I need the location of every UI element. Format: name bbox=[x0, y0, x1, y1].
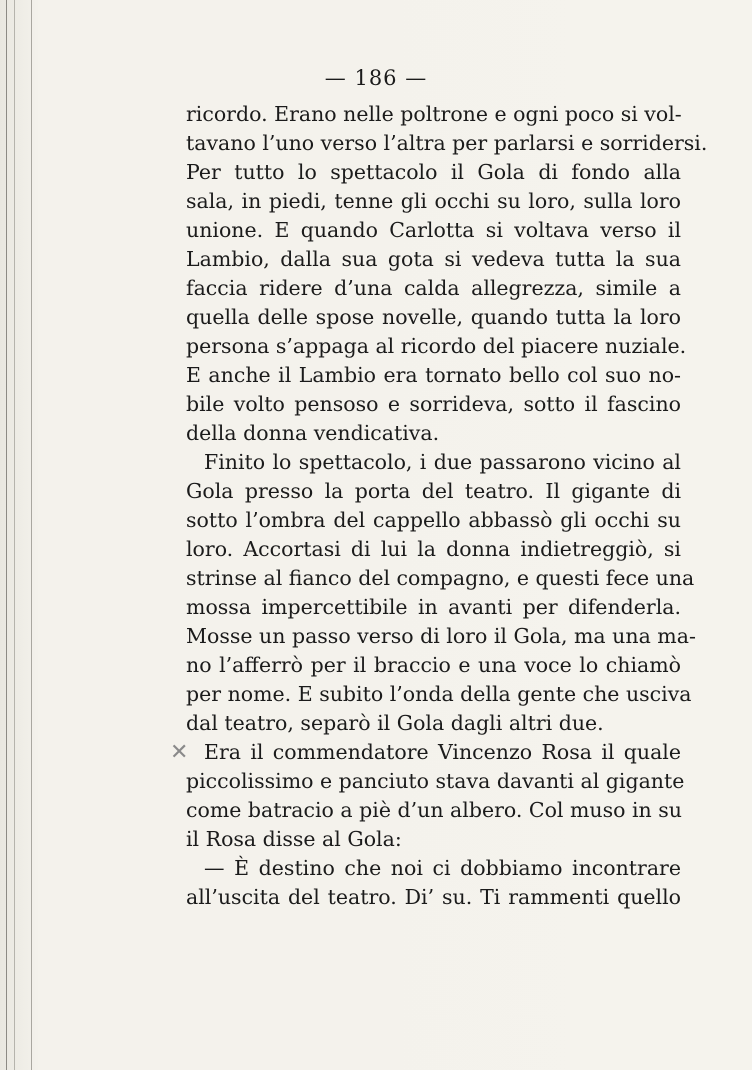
body-text bbox=[186, 100, 708, 912]
page-fold-line bbox=[31, 0, 32, 1070]
text-line: quella delle spose novelle, quando tutta la loro bbox=[186, 305, 681, 329]
text-line: sala, in piedi, tenne gli occhi su loro, sulla loro bbox=[186, 189, 681, 213]
text-line: Era il commendatore Vincenzo Rosa il quale bbox=[204, 740, 681, 764]
binding-edge-inner bbox=[14, 0, 15, 1070]
page-number: — 186 — bbox=[324, 66, 428, 90]
text-line: sotto l’ombra del cappello abbassò gli occhi su bbox=[186, 508, 681, 532]
text-line: all’uscita del teatro. Di’ su. Ti rammenti quello bbox=[186, 885, 681, 909]
text-line: faccia ridere d’una calda allegrezza, simile a bbox=[186, 276, 681, 300]
text-line: persona s’appaga al ricordo del piacere nuziale. bbox=[186, 334, 687, 358]
text-line: — È destino che noi ci dobbiamo incontrare bbox=[204, 856, 681, 880]
text-line: come batracio a piè d’un albero. Col muso in su bbox=[186, 798, 683, 822]
pencil-x-mark-icon: ✕ bbox=[170, 740, 189, 765]
text-line: mossa impercettibile in avanti per difenderla. bbox=[186, 595, 681, 619]
text-line: E anche il Lambio era tornato bello col suo no- bbox=[186, 363, 681, 387]
text-line: Gola presso la porta del teatro. Il gigante di bbox=[186, 479, 681, 503]
text-line: bile volto pensoso e sorrideva, sotto il fascino bbox=[186, 392, 681, 416]
text-line: ricordo. Erano nelle poltrone e ogni poco si vol- bbox=[186, 102, 682, 126]
text-line: Mosse un passo verso di loro il Gola, ma una ma- bbox=[186, 624, 696, 648]
binding-edge bbox=[6, 0, 7, 1070]
text-line: strinse al fianco del compagno, e questi fece una bbox=[186, 566, 695, 590]
text-line: il Rosa disse al Gola: bbox=[186, 827, 402, 851]
text-line: Lambio, dalla sua gota si vedeva tutta la sua bbox=[186, 247, 681, 271]
text-line: loro. Accortasi di lui la donna indietreggiò, si bbox=[186, 537, 681, 561]
text-line: unione. E quando Carlotta si voltava verso il bbox=[186, 218, 681, 242]
text-line: dal teatro, separò il Gola dagli altri due. bbox=[186, 711, 604, 735]
text-line: Per tutto lo spettacolo il Gola di fondo alla bbox=[186, 160, 681, 184]
text-line: piccolissimo e panciuto stava davanti al gigante bbox=[186, 769, 685, 793]
text-line: no l’afferrò per il braccio e una voce lo chiamò bbox=[186, 653, 681, 677]
text-line: tavano l’uno verso l’altra per parlarsi e sorridersi. bbox=[186, 131, 708, 155]
text-line: per nome. E subito l’onda della gente che usciva bbox=[186, 682, 692, 706]
text-line: Finito lo spettacolo, i due passarono vicino al bbox=[204, 450, 681, 474]
text-line: della donna vendicativa. bbox=[186, 421, 440, 445]
